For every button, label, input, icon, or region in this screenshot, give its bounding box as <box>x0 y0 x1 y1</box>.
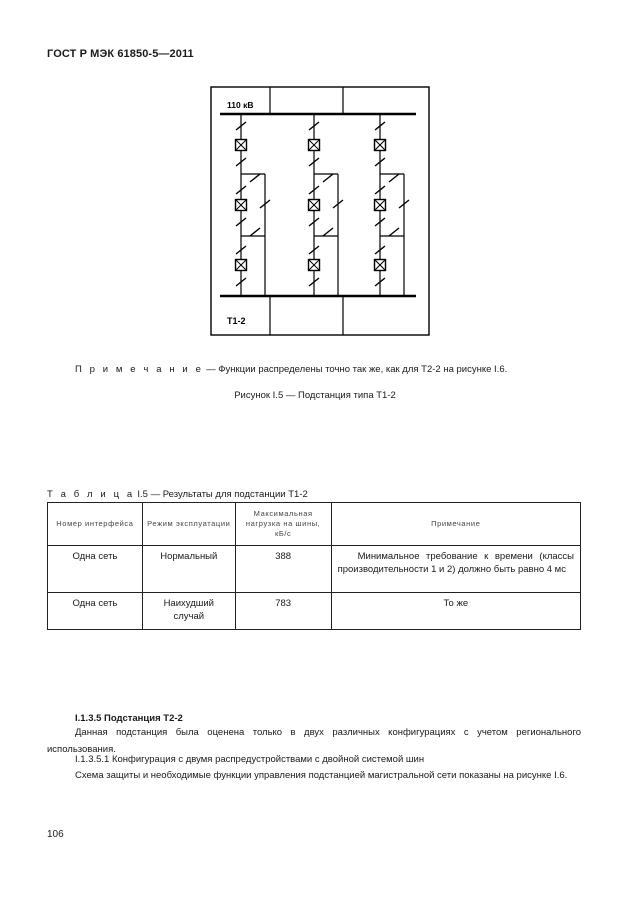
note-prefix: П р и м е ч а н и е <box>75 364 204 375</box>
figure-caption: Рисунок I.5 — Подстанция типа Т1-2 <box>234 390 396 401</box>
cell-mode: Нормальный <box>142 546 235 593</box>
cell-note: То же <box>331 593 580 630</box>
page-number: 106 <box>47 829 64 840</box>
breaker-symbol <box>375 200 386 211</box>
breaker-symbol <box>236 260 247 271</box>
breaker-symbol <box>236 140 247 151</box>
cell-mode: Наихудший случай <box>142 593 235 630</box>
section-paragraph: Данная подстанция была оценена только в двух различных конфигурациях с учетом регионального использования. <box>47 727 581 755</box>
substation-label: Т1-2 <box>227 316 246 326</box>
breaker-symbol <box>375 260 386 271</box>
header-note: Примечание <box>331 503 580 546</box>
cell-interface: Одна сеть <box>48 546 143 593</box>
cell-interface: Одна сеть <box>48 593 143 630</box>
disconnector-symbol <box>250 228 260 236</box>
header-interface-number: Номер интерфейса <box>48 503 143 546</box>
table-title <box>47 489 308 500</box>
outgoing-feeder-lines <box>270 296 343 335</box>
breaker-symbol <box>236 200 247 211</box>
cell-load: 783 <box>235 593 331 630</box>
disconnector-symbol <box>389 174 399 182</box>
disconnector-symbol <box>389 228 399 236</box>
breaker-symbol <box>309 140 320 151</box>
cell-note: Минимальное требование к времени (классы производительности 1 и 2) должно быть равно 4 мс <box>331 546 580 593</box>
header-max-bus-load: Максимальная нагрузка на шины, кБ/с <box>235 503 331 546</box>
breaker-symbol <box>375 140 386 151</box>
table-title-prefix: Т а б л и ц а <box>47 489 135 500</box>
bay-3 <box>375 114 410 296</box>
busbar-vertical-lines <box>270 87 343 114</box>
results-table <box>47 502 581 630</box>
document-header: ГОСТ Р МЭК 61850-5—2011 <box>47 48 194 60</box>
subsection-heading: I.1.3.5.1 Конфигурация с двумя распредустройствами с двойной системой шин <box>75 754 425 765</box>
section-title: I.1.3.5 Подстанция Т2-2 <box>75 713 183 724</box>
note-text: — Функции распределены точно так же, как для Т2-2 на рисунке I.6. <box>203 364 508 375</box>
section-paragraph: Схема защиты и необходимые функции управления подстанцией магистральной сети показаны на рисунке I.6. <box>75 770 568 781</box>
breaker-symbol <box>309 260 320 271</box>
figure-note <box>75 364 507 375</box>
header-operation-mode: Режим эксплуатации <box>142 503 235 546</box>
table-row <box>48 593 581 630</box>
bay-1 <box>236 114 271 296</box>
bay-2 <box>309 114 344 296</box>
table-title-text: I.5 — Результаты для подстанции Т1-2 <box>134 489 308 500</box>
cell-load: 388 <box>235 546 331 593</box>
table-header-row <box>48 503 581 546</box>
disconnector-symbol <box>250 174 260 182</box>
disconnector-symbol <box>323 174 333 182</box>
busbar-label: 110 кВ <box>227 100 254 110</box>
substation-diagram <box>210 86 430 336</box>
disconnector-symbol <box>323 228 333 236</box>
table-row <box>48 546 581 593</box>
breaker-symbol <box>309 200 320 211</box>
